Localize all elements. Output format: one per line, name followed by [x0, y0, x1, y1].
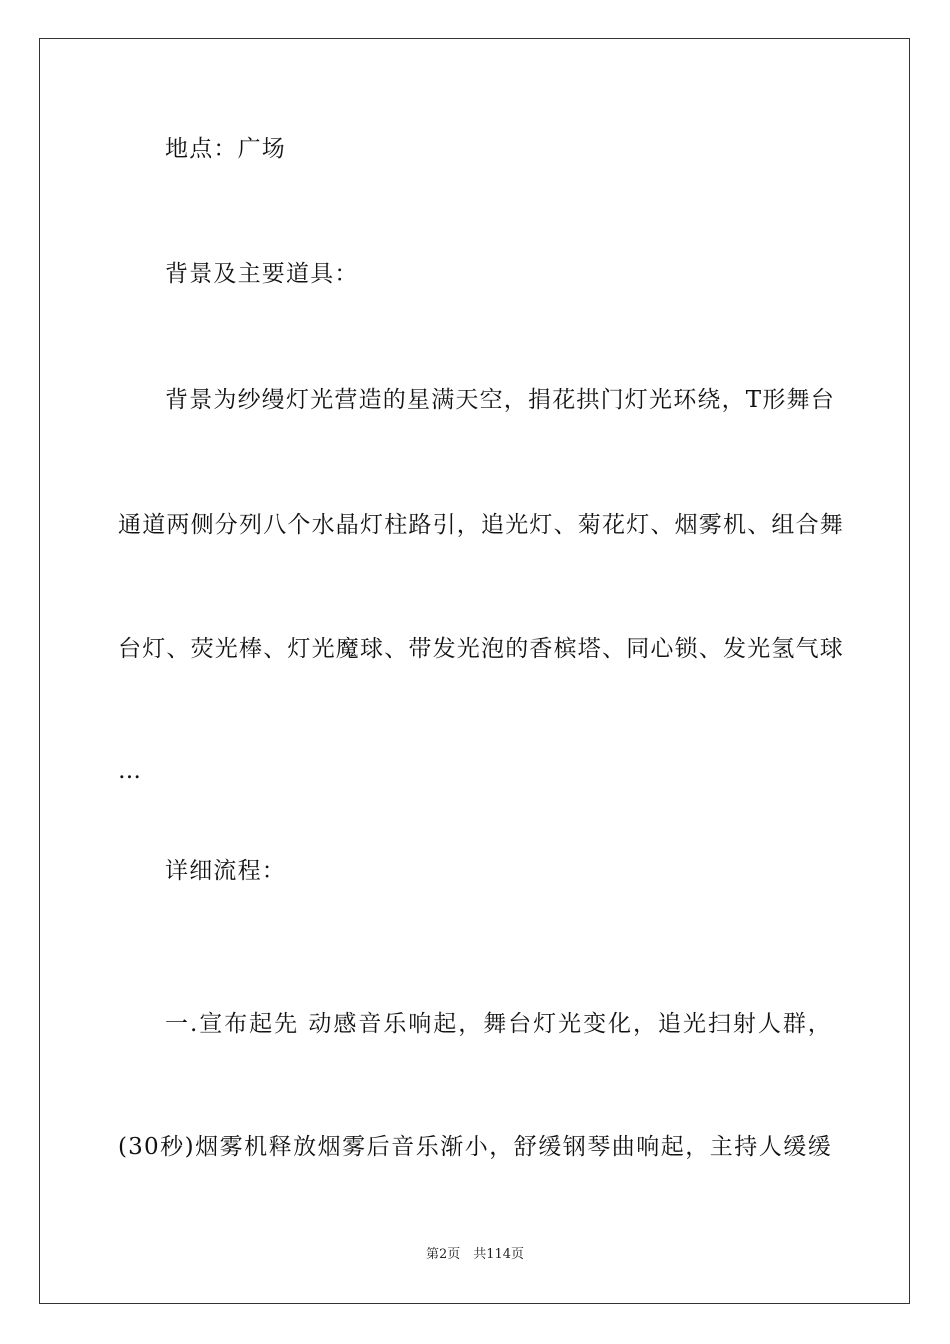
ellipsis-line: …	[118, 758, 143, 784]
process-heading: 详细流程：	[165, 858, 286, 884]
page-border	[39, 38, 910, 1304]
paragraph-line: (30秒)烟雾机释放烟雾后音乐渐小，舒缓钢琴曲响起，主持人缓缓	[118, 1134, 832, 1160]
location-line: 地点：广场	[165, 136, 286, 162]
page-footer: 第2页 共114页	[425, 1247, 525, 1262]
props-heading: 背景及主要道具：	[165, 261, 359, 287]
paragraph-line: 台灯、荧光棒、灯光魔球、带发光泡的香槟塔、同心锁、发光氢气球	[118, 636, 844, 662]
paragraph-line: 一.宣布起先 动感音乐响起，舞台灯光变化，追光扫射人群，	[165, 1011, 832, 1037]
paragraph-line: 背景为纱缦灯光营造的星满天空，捐花拱门灯光环绕，T形舞台	[165, 387, 835, 413]
paragraph-line: 通道两侧分列八个水晶灯柱路引，追光灯、菊花灯、烟雾机、组合舞	[118, 512, 844, 538]
